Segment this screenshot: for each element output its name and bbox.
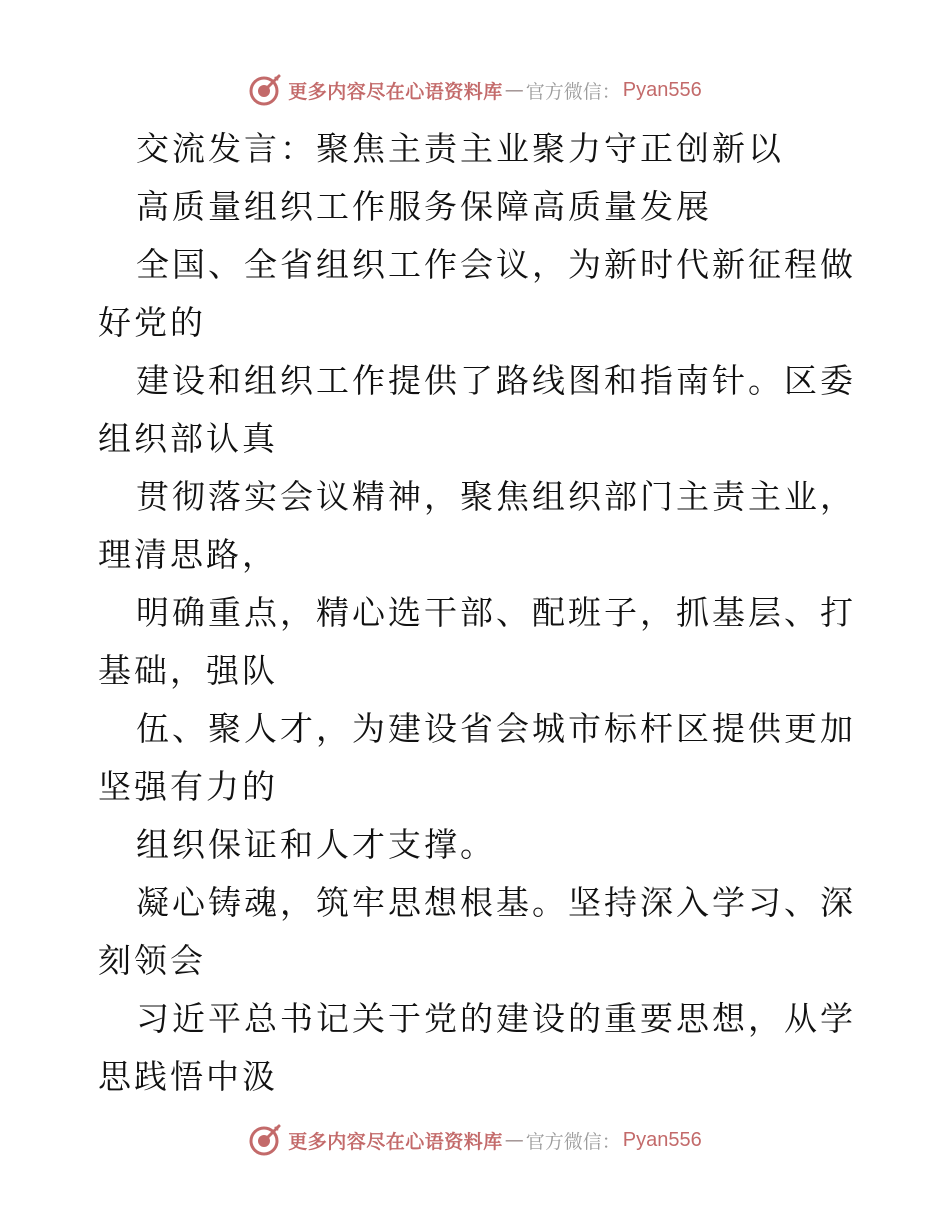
header-dash: — bbox=[504, 79, 524, 101]
paragraph: 组织保证和人才支撑。 bbox=[136, 825, 496, 864]
paragraph: 建设和组织工作提供了路线图和指南针。区委组织部认真 bbox=[98, 361, 856, 458]
header-wechat-id: Pyan556 bbox=[622, 78, 702, 101]
paragraph: 全国、全省组织工作会议，为新时代新征程做好党的 bbox=[98, 245, 856, 342]
paragraph-title-1: 交流发言：聚焦主责主业聚力守正创新以 bbox=[136, 129, 784, 168]
paragraph: 贯彻落实会议精神，聚焦组织部门主责主业，理清思路， bbox=[98, 477, 856, 574]
paragraph: 明确重点，精心选干部、配班子，抓基层、打基础，强队 bbox=[98, 593, 856, 690]
pen-logo-icon bbox=[248, 1123, 282, 1157]
footer-dash: — bbox=[504, 1129, 524, 1151]
footer-promo-text: 更多内容尽在心语资料库 bbox=[288, 1130, 503, 1153]
header-banner bbox=[0, 70, 950, 110]
footer-banner bbox=[0, 1120, 950, 1160]
document-body bbox=[98, 120, 858, 1106]
paragraph: 伍、聚人才，为建设省会城市标杆区提供更加坚强有力的 bbox=[98, 709, 856, 806]
pen-logo-icon bbox=[248, 73, 282, 107]
paragraph: 凝心铸魂，筑牢思想根基。坚持深入学习、深刻领会 bbox=[98, 883, 856, 980]
footer-wechat-id: Pyan556 bbox=[622, 1128, 702, 1151]
paragraph: 习近平总书记关于党的建设的重要思想，从学思践悟中汲 bbox=[98, 999, 856, 1096]
header-promo-text: 更多内容尽在心语资料库 bbox=[288, 80, 503, 103]
header-wechat-label: 官方微信： bbox=[525, 80, 621, 103]
paragraph-title-2: 高质量组织工作服务保障高质量发展 bbox=[136, 187, 712, 226]
footer-wechat-label: 官方微信： bbox=[525, 1130, 621, 1153]
